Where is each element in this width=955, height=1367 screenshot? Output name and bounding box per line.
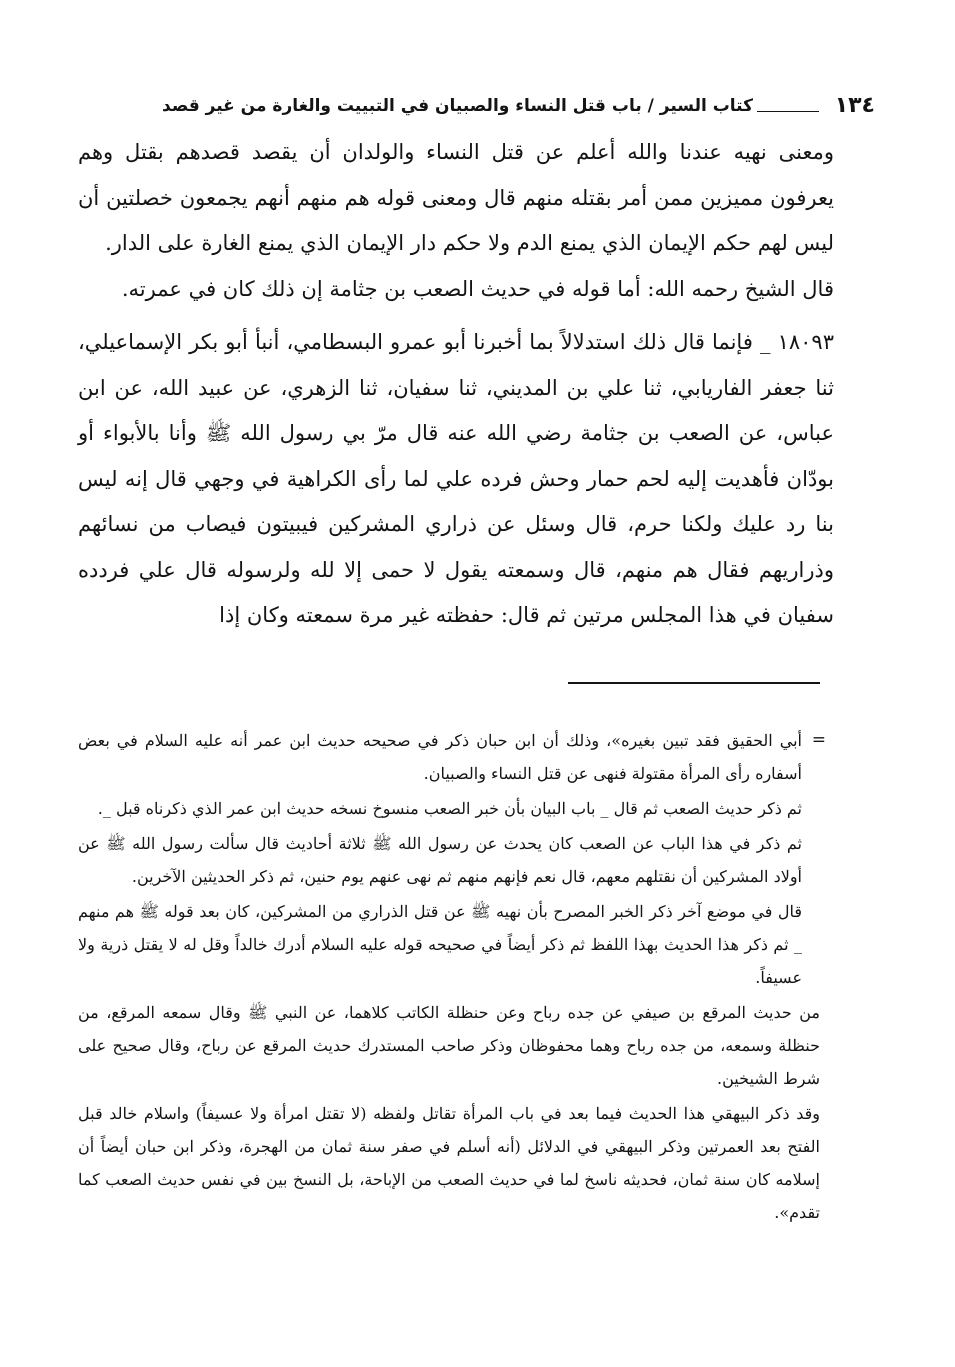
main-paragraph: ومعنى نهيه عندنا والله أعلم عن قتل النساء والولدان أن يقصد قصدهم بقتل وهم يعرفون مميزين ممن أمر بقتله منهم قال ومعنى قوله هم منهم أنهم يجمعون خصلتين أن ليس لهم حكم الإيمان الذي يمنع الدم ولا حكم دار الإيمان الذي يمنع الغارة على الدار.	[78, 140, 834, 255]
footnote-paragraph: ثم ذكر حديث الصعب ثم قال _ باب البيان بأن خبر الصعب منسوخ نسخه حديث ابن عمر الذي ذكرناه قبل _.	[97, 799, 802, 818]
main-paragraph: قال الشيخ رحمه الله: أما قوله في حديث الصعب بن جثامة إن ذلك كان في عمرته.	[121, 276, 834, 301]
running-title: كتاب السير / باب قتل النساء والصبيان في التبييت والغارة من غير قصد	[162, 96, 753, 116]
footnote-separator	[568, 682, 820, 684]
footnote-paragraph: أبي الحقيق فقد تبين بغيره»، وذلك أن ابن حبان ذكر في صحيحه حديث ابن عمر أنه عليه السلام في بعض أسفاره رأى المرأة مقتولة فنهى عن قتل النساء والصبيان.	[78, 731, 803, 783]
footnote-paragraph: ثم ذكر في هذا الباب عن الصعب كان يحدث عن رسول الله ﷺ ثلاثة أحاديث قال سألت رسول الله ﷺ عن أولاد المشركين أن نقتلهم معهم، قال نعم فإنهم منهم ثم نهى عنهم يوم حنين، ثم ذكر الحديثين الآخرين.	[78, 834, 803, 886]
footnote-paragraph: من حديث المرقع بن صيفي عن جده رباح وعن حنظلة الكاتب كلاهما، عن النبي ﷺ وقال سمعه المرقع، من حنظلة وسمعه، من جده رباح وهما محفوظان وذكر صاحب المستدرك حديث المرقع عن رباح، وقال صحيح على شرط الشيخين.	[78, 1003, 820, 1088]
page-number: ١٣٤	[834, 93, 875, 118]
hadith-paragraph: ١٨٠٩٣ _ فإنما قال ذلك استدلالاً بما أخبرنا أبو عمرو البسطامي، أنبأ أبو بكر الإسماعيلي، ثنا جعفر الفاريابي، ثنا علي بن المديني، ثنا سفيان، ثنا الزهري، عن عبيد الله، عن ابن عباس، عن الصعب بن جثامة رضي الله عنه قال مرّ بي رسول الله ﷺ وأنا بالأبواء أو بودّان فأهديت إليه لحم حمار وحش فرده علي لما رأى الكراهية في وجهي قال إنه ليس بنا رد عليك ولكنا حرم، قال وسئل عن ذراري المشركين فيبيتون فيصاب من نسائهم وذراريهم فقال هم منهم، قال وسمعته يقول لا حمى إلا لله ولرسوله قال علي فردده سفيان في هذا المجلس مرتين ثم قال: حفظته غير مرة سمعته وكان إذا	[78, 330, 834, 627]
header-rule	[757, 111, 819, 112]
footnote-paragraph: وقد ذكر البيهقي هذا الحديث فيما بعد في باب المرأة تقاتل ولفظه (لا تقتل امرأة ولا عسيفاً) واسلام خالد قبل الفتح بعد العمرتين وذكر البيهقي في الدلائل (أنه أسلم في صفر سنة ثمان من الهجرة، وذكر ابن حبان أيضاً أن إسلامه كان سنة ثمان، فحديثه ناسخ لما في حديث الصعب من الإباحة، بل النسخ بين في نفس حديث الصعب كما تقدم».	[78, 1104, 820, 1222]
footnotes	[78, 724, 826, 1231]
footnote-paragraph: قال في موضع آخر ذكر الخبر المصرح بأن نهيه ﷺ عن قتل الذراري من المشركين، كان بعد قوله ﷺ هم منهم _ ثم ذكر هذا الحديث بهذا اللفظ ثم ذكر أيضاً في صحيحه قوله عليه السلام أدرك خالداً وقل له لا يقتل ذرية ولا عسيفاً.	[78, 902, 802, 987]
footnote-continuation-marker: =	[811, 730, 826, 750]
page-header	[72, 80, 875, 120]
main-text	[78, 130, 834, 639]
